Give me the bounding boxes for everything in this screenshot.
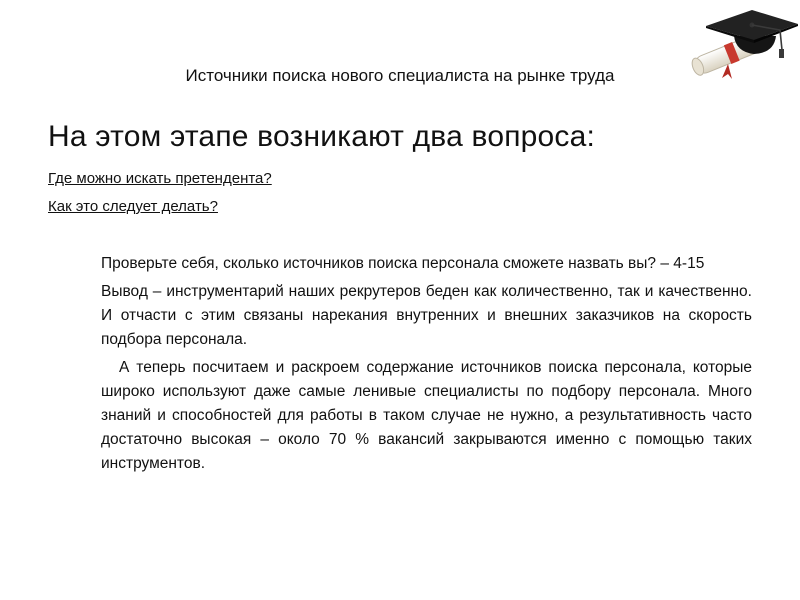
question-where: Где можно искать претендента?: [48, 170, 272, 187]
slide-heading: На этом этапе возникают два вопроса:: [48, 120, 596, 153]
body-text: [101, 252, 752, 480]
paragraph-check-yourself: Проверьте себя, сколько источников поиска персонала сможете назвать вы? – 4-15: [101, 255, 705, 272]
slide-subtitle: Источники поиска нового специалиста на рынке труда: [185, 66, 615, 85]
paragraph-conclusion: Вывод – инструментарий наших рекрутеров беден как количественно, так и качественно. И отчасти с этим связаны нарекания внутренних и внешних заказчиков на скорость подбора персонала.: [101, 283, 752, 348]
question-how: Как это следует делать?: [48, 198, 218, 215]
paragraph-sources: А теперь посчитаем и раскроем содержание источников поиска персонала, которые широко используют даже самые ленивые специалисты по подбору персонала. Много знаний и способностей для работы в таком случае не нужно, а результативность часто достаточно высокая – около 70 % вакансий закрываются именно с помощью таких инструментов.: [101, 359, 752, 472]
